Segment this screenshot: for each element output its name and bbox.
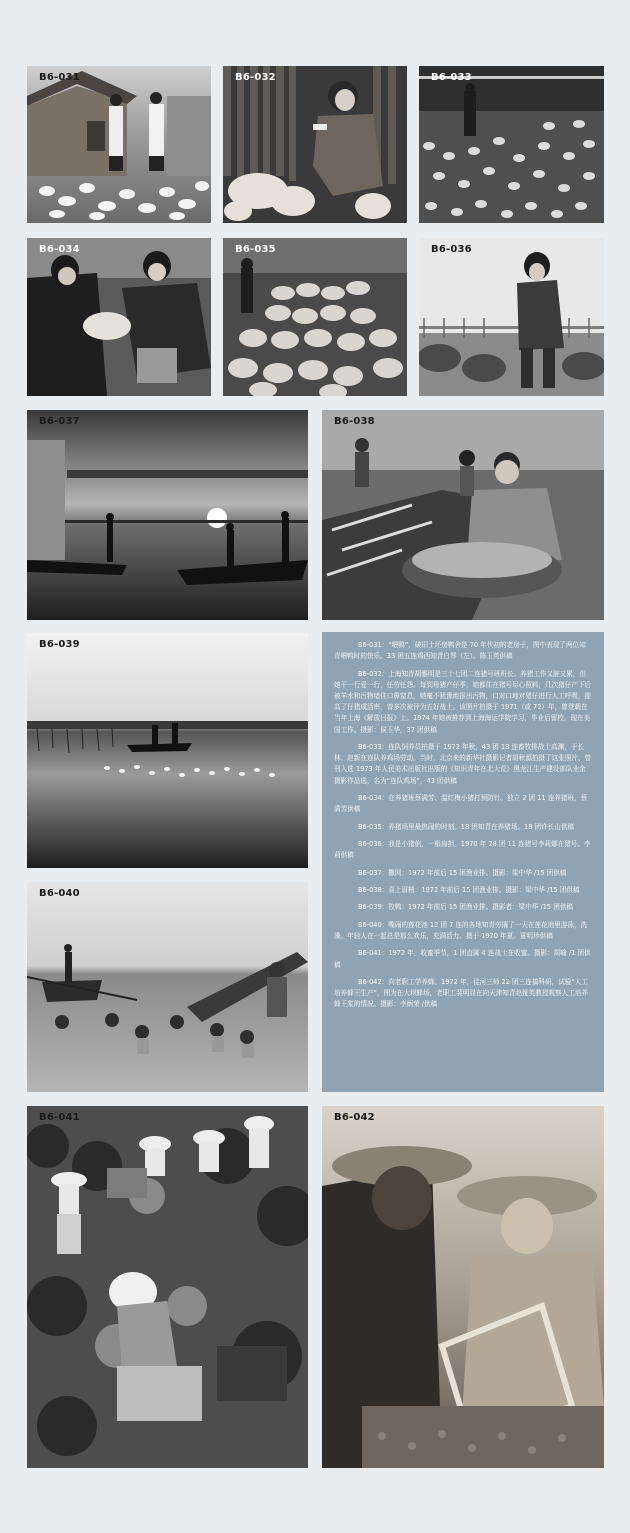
caption-b6-038: B6-038：喜上眉梢：1972 年前后 15 团渔业排。摄影：梁中华 /15 团供稿 (358, 885, 580, 894)
caption-b6-032: B6-032：上海知青胡雅明是三十七团二连猪号班班长。养猪工作又脏又累，但她干一行爱一行，任劳任怨。每到母猪产仔季，她都住在猪号尽心照料，几次猪仔产下后被羊水和污物堵住口鼻窒息，她毫不犹豫地抠出污物，口对口地对猪仔进行人工呼吸，提高了仔猪成活率，曾多次被评为五好战士。该照片拍摄于 1971（或 72）年，曾登载在当年上海《解放日报》上。1974 年她被推荐到上海海运学院学习，毕业后留校，现在美国工作。摄影：侯玉华，37 团供稿 (334, 669, 592, 734)
photo-b6-040 (27, 882, 308, 1092)
photo-b6-032 (223, 66, 407, 223)
photo-label: B6-041 (39, 1112, 80, 1123)
photo-label: B6-033 (431, 72, 472, 83)
caption-b6-041: B6-041：1972 年，收蜜季节，1 团直属 4 连战士在收蜜。摄影：周喻 /1 团供稿 (334, 949, 591, 969)
photo-b6-036 (419, 238, 604, 396)
photo-b6-034 (27, 238, 211, 396)
photo-label: B6-034 (39, 244, 80, 255)
photo-b6-038 (322, 410, 604, 620)
photo-label: B6-031 (39, 72, 80, 83)
photo-label: B6-037 (39, 416, 80, 427)
caption-b6-042: B6-042：向老职工学养蜂。1972 年，佳河三师 22 团三连搞科研，试验“人工培养蜂王生产”，图为在大坝蜂场，老职工裴明显在向天津知青赵娅英教授观察人工培养蜂王浆的情况。摄影：李炳荣 /供稿 (334, 977, 588, 1009)
caption-b6-039: B6-039：牧鸭：1972 年前后 15 团渔业排。摄影者：梁中华 /15 团供稿 (358, 903, 574, 912)
caption-b6-035: B6-035：养猪场里最热闹的时刻。18 团知青在养猪场。18 团许长山供稿 (358, 822, 575, 831)
photo-b6-031 (27, 66, 211, 223)
caption-b6-040: B6-040：嘴闹的莲花池 12 团 7 连的各地知青劳攘了一天在莲花池里游泳，洗澡。年轻人在一起总是那么欢乐，充满活力。摄于 1970 年夏。夏明珍供稿 (334, 920, 588, 940)
photo-b6-033 (419, 66, 604, 223)
caption-b6-034: B6-034：在养猪班蔡满芳、温红梅小猪打预防针。独立 2 团 11 连养猪班，蔡满芳供稿 (334, 794, 588, 814)
photo-b6-035 (223, 238, 407, 396)
photo-b6-039 (27, 633, 308, 868)
caption-b6-033: B6-033：连队饲养员拍摄于 1972 年秋，43 团 18 连畜牧排战士高渊，于长林、赵新在连队养鸡场劳动。当时，北京来的新华社摄影记者胡秋源拍摄了这张照片，曾刊入选 1973 年人民美术出版社出版的《知识青年在北大荒》黑龙江生产建设部队业余摄影作品选，名为“连队鸡场”，43 团供稿 (334, 743, 592, 785)
caption-b6-037: B6-037：撒网：1972 年前后 15 团渔业排。摄影：梁中华 /15 团供稿 (358, 868, 567, 877)
photo-label: B6-036 (431, 244, 472, 255)
photo-b6-041 (27, 1106, 308, 1468)
photo-b6-037 (27, 410, 308, 620)
photo-label: B6-032 (235, 72, 276, 83)
photo-b6-042 (322, 1106, 604, 1468)
photo-label: B6-039 (39, 639, 80, 650)
photo-label: B6-038 (334, 416, 375, 427)
caption-panel (322, 632, 604, 1092)
photo-label: B6-040 (39, 888, 80, 899)
photo-label: B6-042 (334, 1112, 375, 1123)
caption-b6-036: B6-036：我是小猪倌，一根扁担。1970 年 28 团 11 连猪号李莉娜在猪号。李莉供稿 (334, 839, 591, 860)
photo-label: B6-035 (235, 244, 276, 255)
caption-b6-031: B6-031：“喂鸭”，破旧土坯房鸭舍是 70 年代初的老房子，图中表现了两位知青喂鸭时的快乐。33 团五连鸡西知青白琴（左）。陈玉英供稿 (334, 641, 586, 661)
